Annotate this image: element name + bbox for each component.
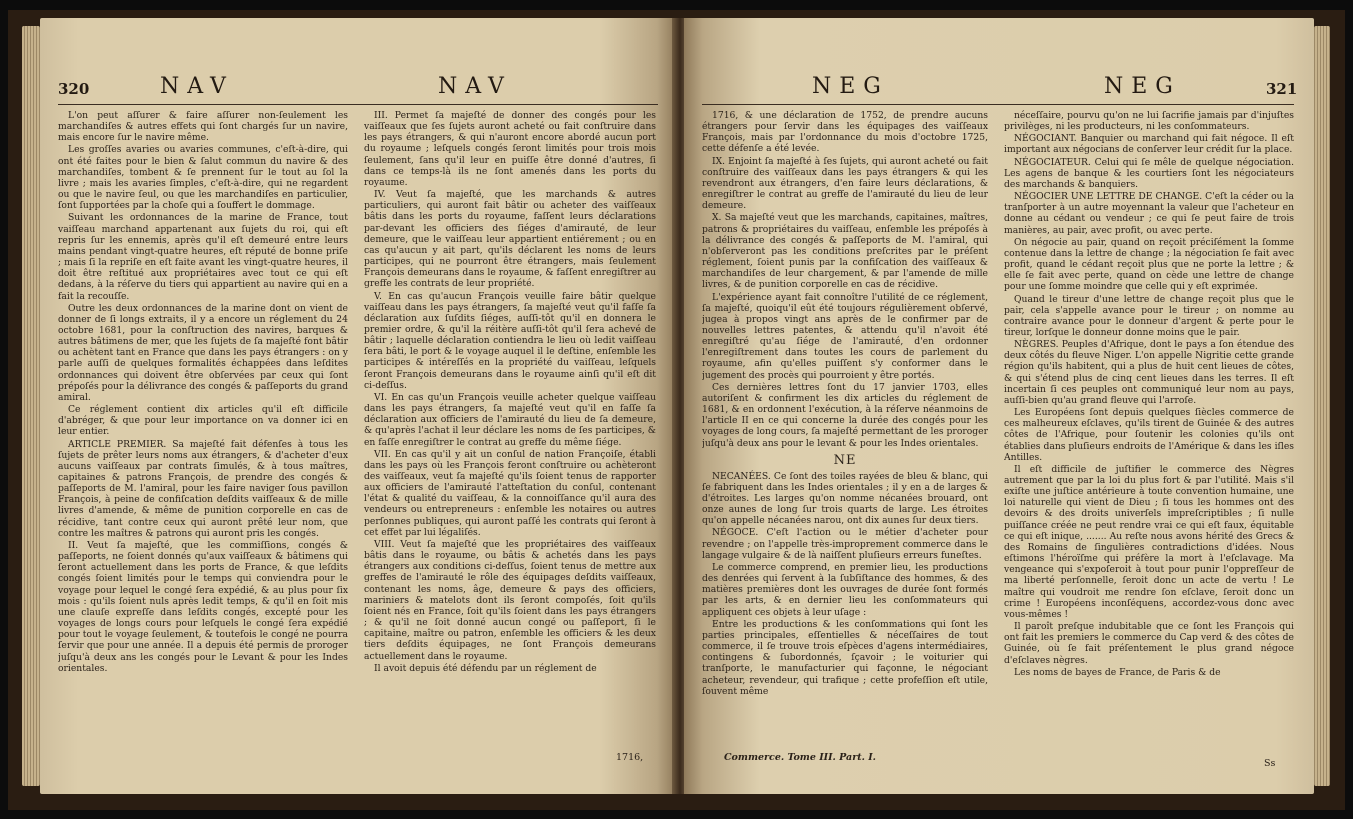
right-running-head-2: NEG (1104, 74, 1181, 99)
paragraph: V. En cas qu'aucun François veuille faire bâtir quelque vaiſſeau dans les pays étrangers, ſa majeſté veut qu'il faſſe ſa déclaration aux ſuſdits ſiéges, auſſi-tôt qu'il en donnera le premier ordre, & qu'il la réitère auſſi-tôt qu'il ſera achevé de bâtir ; laquelle déclaration contiendra le lieu où ledit vaiſſeau ſera bâti, le port & le voyage auquel il le deſtine, enſemble les participes & intéreſſés en la propriété du vaiſſeau, leſquels ſeront François demeurans dans le royaume ainſi qu'il eſt dit ci-deſſus. (364, 290, 656, 391)
paragraph: L'expérience ayant fait connoître l'utilité de ce réglement, ſa majeſté, quoiqu'il eût été toujours régulièrement obſervé, jugea à propos vingt ans après de le confirmer par de nouvelles lettres patentes, & attendu qu'il n'avoit été enregiſtré qu'au ſiége de l'amirauté, d'en ordonner l'enregiſtrement dans toutes les cours de parlement du royaume, afin qu'elles puiſſent s'y conformer dans le jugement des procès qui pourroient y être portés. (702, 291, 988, 381)
right-page-column-1 (702, 110, 988, 746)
left-page-edges (22, 26, 40, 786)
paragraph: VI. En cas qu'un François veuille acheter quelque vaiſſeau dans les pays étrangers, ſa majeſté veut qu'il en faſſe ſa déclaration aux officiers de l'amirauté du lieu de ſa demeure, & qu'après l'achat il leur déclare les noms de ſes participes, & en faſſe enregiſtrer le contrat au greffe du même ſiége. (364, 391, 656, 448)
right-page (684, 18, 1314, 794)
paragraph: L'on peut aſſurer & faire aſſurer non-ſeulement les marchandiſes & autres effets qui ſont chargés ſur un navire, mais encore ſur le navire même. (58, 110, 348, 144)
paragraph: NECANÉES. Ce ſont des toiles rayées de bleu & blanc, qui ſe fabriquent dans les Indes orientales ; il y en a de larges & d'étroites. Les larges qu'on nomme nécanées brouard, ont onze aunes de long ſur trois quarts de large. Les étroites qu'on appelle nécanées narou, ont dix aunes ſur deux tiers. (702, 470, 988, 527)
paragraph: Les noms de bayes de France, de Paris & de (1014, 666, 1221, 678)
paragraph: NÉGOCIANT. Banquier ou marchand qui fait négoce. Il eſt important aux négocians de conſerver leur crédit ſur la place. (1004, 133, 1294, 156)
paragraph: Quand le tireur d'une lettre de change reçoit plus que le pair, cela s'appelle avance pour le tireur ; on nomme au contraire avance pour le donneur d'argent & perte pour le tireur, lorſque le donneur donne moins que le pair. (1004, 293, 1294, 338)
left-running-head-1: NAV (160, 74, 234, 99)
paragraph: Suivant les ordonnances de la marine de France, tout vaiſſeau marchand appartenant aux ſujets du roi, qui eſt repris ſur les ennemis, après qu'il eſt demeuré entre leurs mains pendant vingt-quatre heures, eſt réputé de bonne priſe ; mais ſi la repriſe en eſt faite avant les vingt-quatre heures, il doit être reſtitué aux propriétaires avec tout ce qui eſt dedans, à la réſerve du tiers qui appartient au navire qui en a fait la recouſſe. (58, 212, 348, 302)
paragraph: NÉGOCE. C'eſt l'action ou le métier d'acheter pour revendre ; on l'appelle très-improprement commerce dans le langage vulgaire & de là naiſſent pluſieurs erreurs funeſtes. (702, 527, 988, 561)
right-page-column-2 (1004, 110, 1294, 746)
paragraph: Les Européens ſont depuis quelques ſiècles commerce de ces malheureux eſclaves, qu'ils tirent de Guinée & des autres côtes de l'Afrique, pour ſoutenir les colonies qu'ils ont établies dans pluſieurs endroits de l'Amérique & dans les iſles Antilles. (1004, 407, 1294, 463)
paragraph: 1716, & une déclaration de 1752, de prendre aucuns étrangers pour ſervir dans les équipages des vaiſſeaux François, mais par l'ordonnance du mois d'octobre 1725, cette défenſe a été levée. (702, 110, 988, 155)
paragraph: ARTICLE PREMIER. Sa majeſté fait défenſes à tous les ſujets de prêter leurs noms aux étrangers, & d'acheter d'eux aucuns vaiſſeaux par contrats ſimulés, & à tous maîtres, capitaines & patrons François, de prendre des congés & paſſeports de M. l'amiral, pour les faire naviger ſous pavillon François, à peine de confiſcation deſdits vaiſſeaux & de mille livres d'amende, & même de punition corporelle en cas de récidive, tant contre ceux qui auront prêté leur nom, que contre les maîtres & patrons qui auront pris les congés. (58, 438, 348, 539)
left-page (40, 18, 676, 794)
paragraph: Entre les productions & les conſommations qui ſont les parties principales, eſſentielles & néceſſaires de tout commerce, il ſe trouve trois eſpèces d'agens intermédiaires, contingens & ſubordonnés, ſçavoir ; le voiturier qui tranſporte, le manufacturier qui façonne, le négociant acheteur, revendeur, qui trafique ; cette profeſſion eſt utile, ſouvent même (702, 618, 988, 697)
paragraph: VIII. Veut ſa majeſté que les propriétaires des vaiſſeaux bâtis dans le royaume, ou bâtis & achetés dans les pays étrangers aux conditions ci-deſſus, ſoient tenus de mettre aux greffes de l'amirauté le rôle des équipages deſdits vaiſſeaux, contenant les noms, âge, demeure & pays des officiers, mariniers & matelots dont ils ſeront compoſés, ſoit qu'ils ſoient nés en France, ſoit qu'ils ſoient dans les pays étrangers ; & qu'il ne ſoit donné aucun congé ou paſſeport, ſi le capitaine, maître ou patron, enſemble les officiers & les deux tiers deſdits équipages, ne ſont François demeurans actuellement dans le royaume. (364, 538, 656, 662)
right-page-number: 321 (1266, 80, 1298, 98)
paragraph: III. Permet ſa majeſté de donner des congés pour les vaiſſeaux que ſes ſujets auront acheté ou fait conſtruire dans les pays étrangers, & qui n'auront encore abordé aucun port du royaume ; leſquels congés ſeront limités pour trois mois ſeulement, ſans qu'il leur en puiſſe être donné d'autres, ſi dans ce temps-là ils ne ſont amenés dans les ports du royaume. (364, 110, 656, 188)
right-header-rule (702, 104, 1294, 105)
left-page-number: 320 (58, 80, 90, 98)
paragraph: Le commerce comprend, en premier lieu, les productions des denrées qui ſervent à la ſubſiſtance des hommes, & des matières premières dont les ouvrages de durée ſont formés par les arts, & en dernier lieu les conſommateurs qui appliquent ces objets à leur uſage : (702, 561, 988, 618)
left-page-column-2 (364, 110, 656, 746)
paragraph: VII. En cas qu'il y ait un conſul de nation Françoiſe, établi dans les pays où les François feront conſtruire ou achèteront des vaiſſeaux, veut ſa majeſté qu'ils ſoient tenus de rapporter aux officiers de l'amirauté l'atteſtation du conſul, contenant l'état & qualité du vaiſſeau, & la connoiſſance qu'il aura des vendeurs ou entrepreneurs : enſemble les notaires ou autres perſonnes publiques, qui auront paſſé les contrats qui ſeront à cet effet par lui légaliſés. (364, 448, 656, 538)
paragraph: Il paroît preſque indubitable que ce ſont les François qui ont fait les premiers le commerce du Cap verd & des côtes de Guinée, où ſe fait préſentement le plus grand négoce d'eſclaves nègres. (1004, 621, 1294, 666)
paragraph: néceſſaire, pourvu qu'on ne lui ſacrifie jamais par d'injuſtes privilèges, ni les producteurs, ni les conſommateurs. (1004, 110, 1294, 133)
paragraph: Outre les deux ordonnances de la marine dont on vient de donner de ſi longs extraits, il y a encore un réglement du 24 octobre 1681, pour la conſtruction des navires, barques & autres bâtimens de mer, que les ſujets de ſa majeſté font bâtir ou achètent tant en France que dans les pays étrangers : on y parle auſſi de quelques formalités échappées dans leſdites ordonnances qui doivent être obſervées par ceux qui ſont prépoſés pour la délivrance des congés & paſſeports du grand amiral. (58, 302, 348, 403)
volume-signature: Commerce. Tome III. Part. I. (724, 752, 876, 763)
right-running-head-1: NEG (812, 74, 889, 99)
paragraph: Il eſt difficile de juſtifier le commerce des Nègres autrement que par la loi du plus fort & par l'utilité. Mais s'il exiſte une juſtice antérieure à toute convention humaine, une loi naturelle qui vient de Dieu ; ſi tous les hommes ont des devoirs & des droits univerſels impreſcriptibles ; ſi nulle puiſſance créée ne peut rendre vrai ce qui eſt faux, équitable ce qui eſt inique, ....... Au reſte nous avons hérité des Grecs & des Romains de ſingulières contradictions d'idées. Nous eſtimons l'héroïſme qui préfère la mort à l'eſclavage. Ma vengeance qui s'expoſeroit à tout pour punir l'oppreſſeur de ma liberté perſonnelle, ſeroit donc un acte de vertu ! Le maître qui voudroit me rendre ſon eſclave, ſeroit donc un crime ! Européens inconſéquens, accordez-vous donc avec vous-mêmes ! (1004, 463, 1294, 620)
paragraph: On négocie au pair, quand on reçoit préciſément la ſomme contenue dans la lettre de change ; la négociation ſe fait avec profit, quand le cédant reçoit plus que ne porte la lettre ; & elle ſe fait avec perte, quand on cède une lettre de change pour une ſomme moindre que celle qui y eſt exprimée. (1004, 236, 1294, 293)
left-running-head-2: NAV (438, 74, 512, 99)
right-catchword: Ss (1264, 758, 1276, 769)
paragraph: Ces dernières lettres ſont du 17 janvier 1703, elles autoriſent & confirment les dix articles du réglement de 1681, & en ordonnent l'exécution, à la réſerve néanmoins de l'article II en ce qui concerne la durée des congés pour les voyages de long cours, ſa majeſté permettant de les proroger juſqu'à deux ans pour le levant & pour les Indes orientales. (702, 381, 988, 449)
left-catchword: 1716, (616, 752, 644, 763)
paragraph: IV. Veut ſa majeſté, que les marchands & autres particuliers, qui auront fait bâtir ou acheter des vaiſſeaux bâtis dans les ports du royaume, faſſent leurs déclarations par-devant les officiers des ſiéges d'amirauté, de leur demeure, que le vaiſſeau leur appartient entiérement ; ou en cas qu'aucun y ait part, qu'ils déclarent les noms de leurs participes, qui ne pourront être étrangers, mais ſeulement François demeurans dans le royaume, & faſſent enregiſtrer au greffe les contrats de leur propriété. (364, 189, 656, 290)
paragraph: NÉGOCIATEUR. Celui qui ſe mêle de quelque négociation. Les agens de banque & les courtiers ſont les négociateurs des marchands & banquiers. (1004, 156, 1294, 190)
paragraph: Il avoit depuis été défendu par un réglement de (374, 662, 597, 674)
paragraph: II. Veut ſa majeſté, que les commiſſions, congés & paſſeports, ne ſoient donnés qu'aux vaiſſeaux & bâtimens qui ſeront actuellement dans les ports de France, & que leſdits congés ſoient limités pour le temps qui conviendra pour le voyage pour lequel le congé ſera expédié, & au plus pour ſix mois : qu'ils ſoient nuls après ledit temps, & qu'il en ſoit mis une clauſe expreſſe dans leſdits congés, excepté pour les voyages de longs cours pour leſquels le congé ſera expédié pour tout le voyage ſeulement, & toutefois le congé ne pourra ſervir que pour une année. Il a depuis été permis de proroger juſqu'à deux ans les congés pour le Levant & pour les Indes orientales. (58, 539, 348, 674)
open-book (8, 10, 1345, 810)
left-header-rule (58, 104, 658, 105)
section-heading: NE (833, 452, 857, 468)
left-page-column-1 (58, 110, 348, 746)
paragraph: IX. Enjoint ſa majeſté à ſes ſujets, qui auront acheté ou fait conſtruire des vaiſſeaux dans les pays étrangers & qui les revendront aux étrangers, d'en faire leurs déclarations, & enregiſtrer le contrat au greffe de l'amirauté du lieu de leur demeure. (702, 155, 988, 212)
paragraph: NÉGOCIER UNE LETTRE DE CHANGE. C'eſt la céder ou la tranſporter à un autre moyennant la valeur que l'acheteur en donne au cédant ou vendeur ; ce qui ſe peut faire de trois manières, au pair, avec profit, ou avec perte. (1004, 191, 1294, 236)
paragraph: NÈGRES. Peuples d'Afrique, dont le pays a ſon étendue des deux côtés du fleuve Niger. L'on appelle Nigritie cette grande région qu'ils habitent, qui a plus de huit cent lieues de côtes, & qui s'étend plus de cinq cent lieues dans les terres. Il eſt incertain ſi ces peuples ont communiqué leur nom au pays, auſſi-bien qu'au grand fleuve qui l'arroſe. (1004, 339, 1294, 406)
paragraph: Les groſſes avaries ou avaries communes, c'eſt-à-dire, qui ont été faites pour le bien & ſalut commun du navire & des marchandiſes, tombent & ſe prennent ſur le tout au ſol la livre ; mais les avaries ſimples, c'eſt-à-dire, qui ne regardent ou que le navire ſeul, ou que les marchandiſes en particulier, ſont ſupportées par la choſe qui a ſouffert le dommage. (58, 144, 348, 212)
paragraph: X. Sa majeſté veut que les marchands, capitaines, maîtres, patrons & propriétaires du vaiſſeau, enſemble les prépoſés à la délivrance des congés & paſſeports de M. l'amiral, qui n'obſerveront pas les conditions preſcrites par le préſent réglement, ſoient punis par la confiſcation des vaiſſeaux & marchandiſes de leur chargement, & par l'amende de mille livres, & de punition corporelle en cas de récidive. (702, 212, 988, 291)
right-page-edges (1314, 26, 1330, 786)
paragraph: Ce réglement contient dix articles qu'il eſt difficile d'abréger, & que pour leur importance on va donner ici en leur entier. (58, 404, 348, 438)
